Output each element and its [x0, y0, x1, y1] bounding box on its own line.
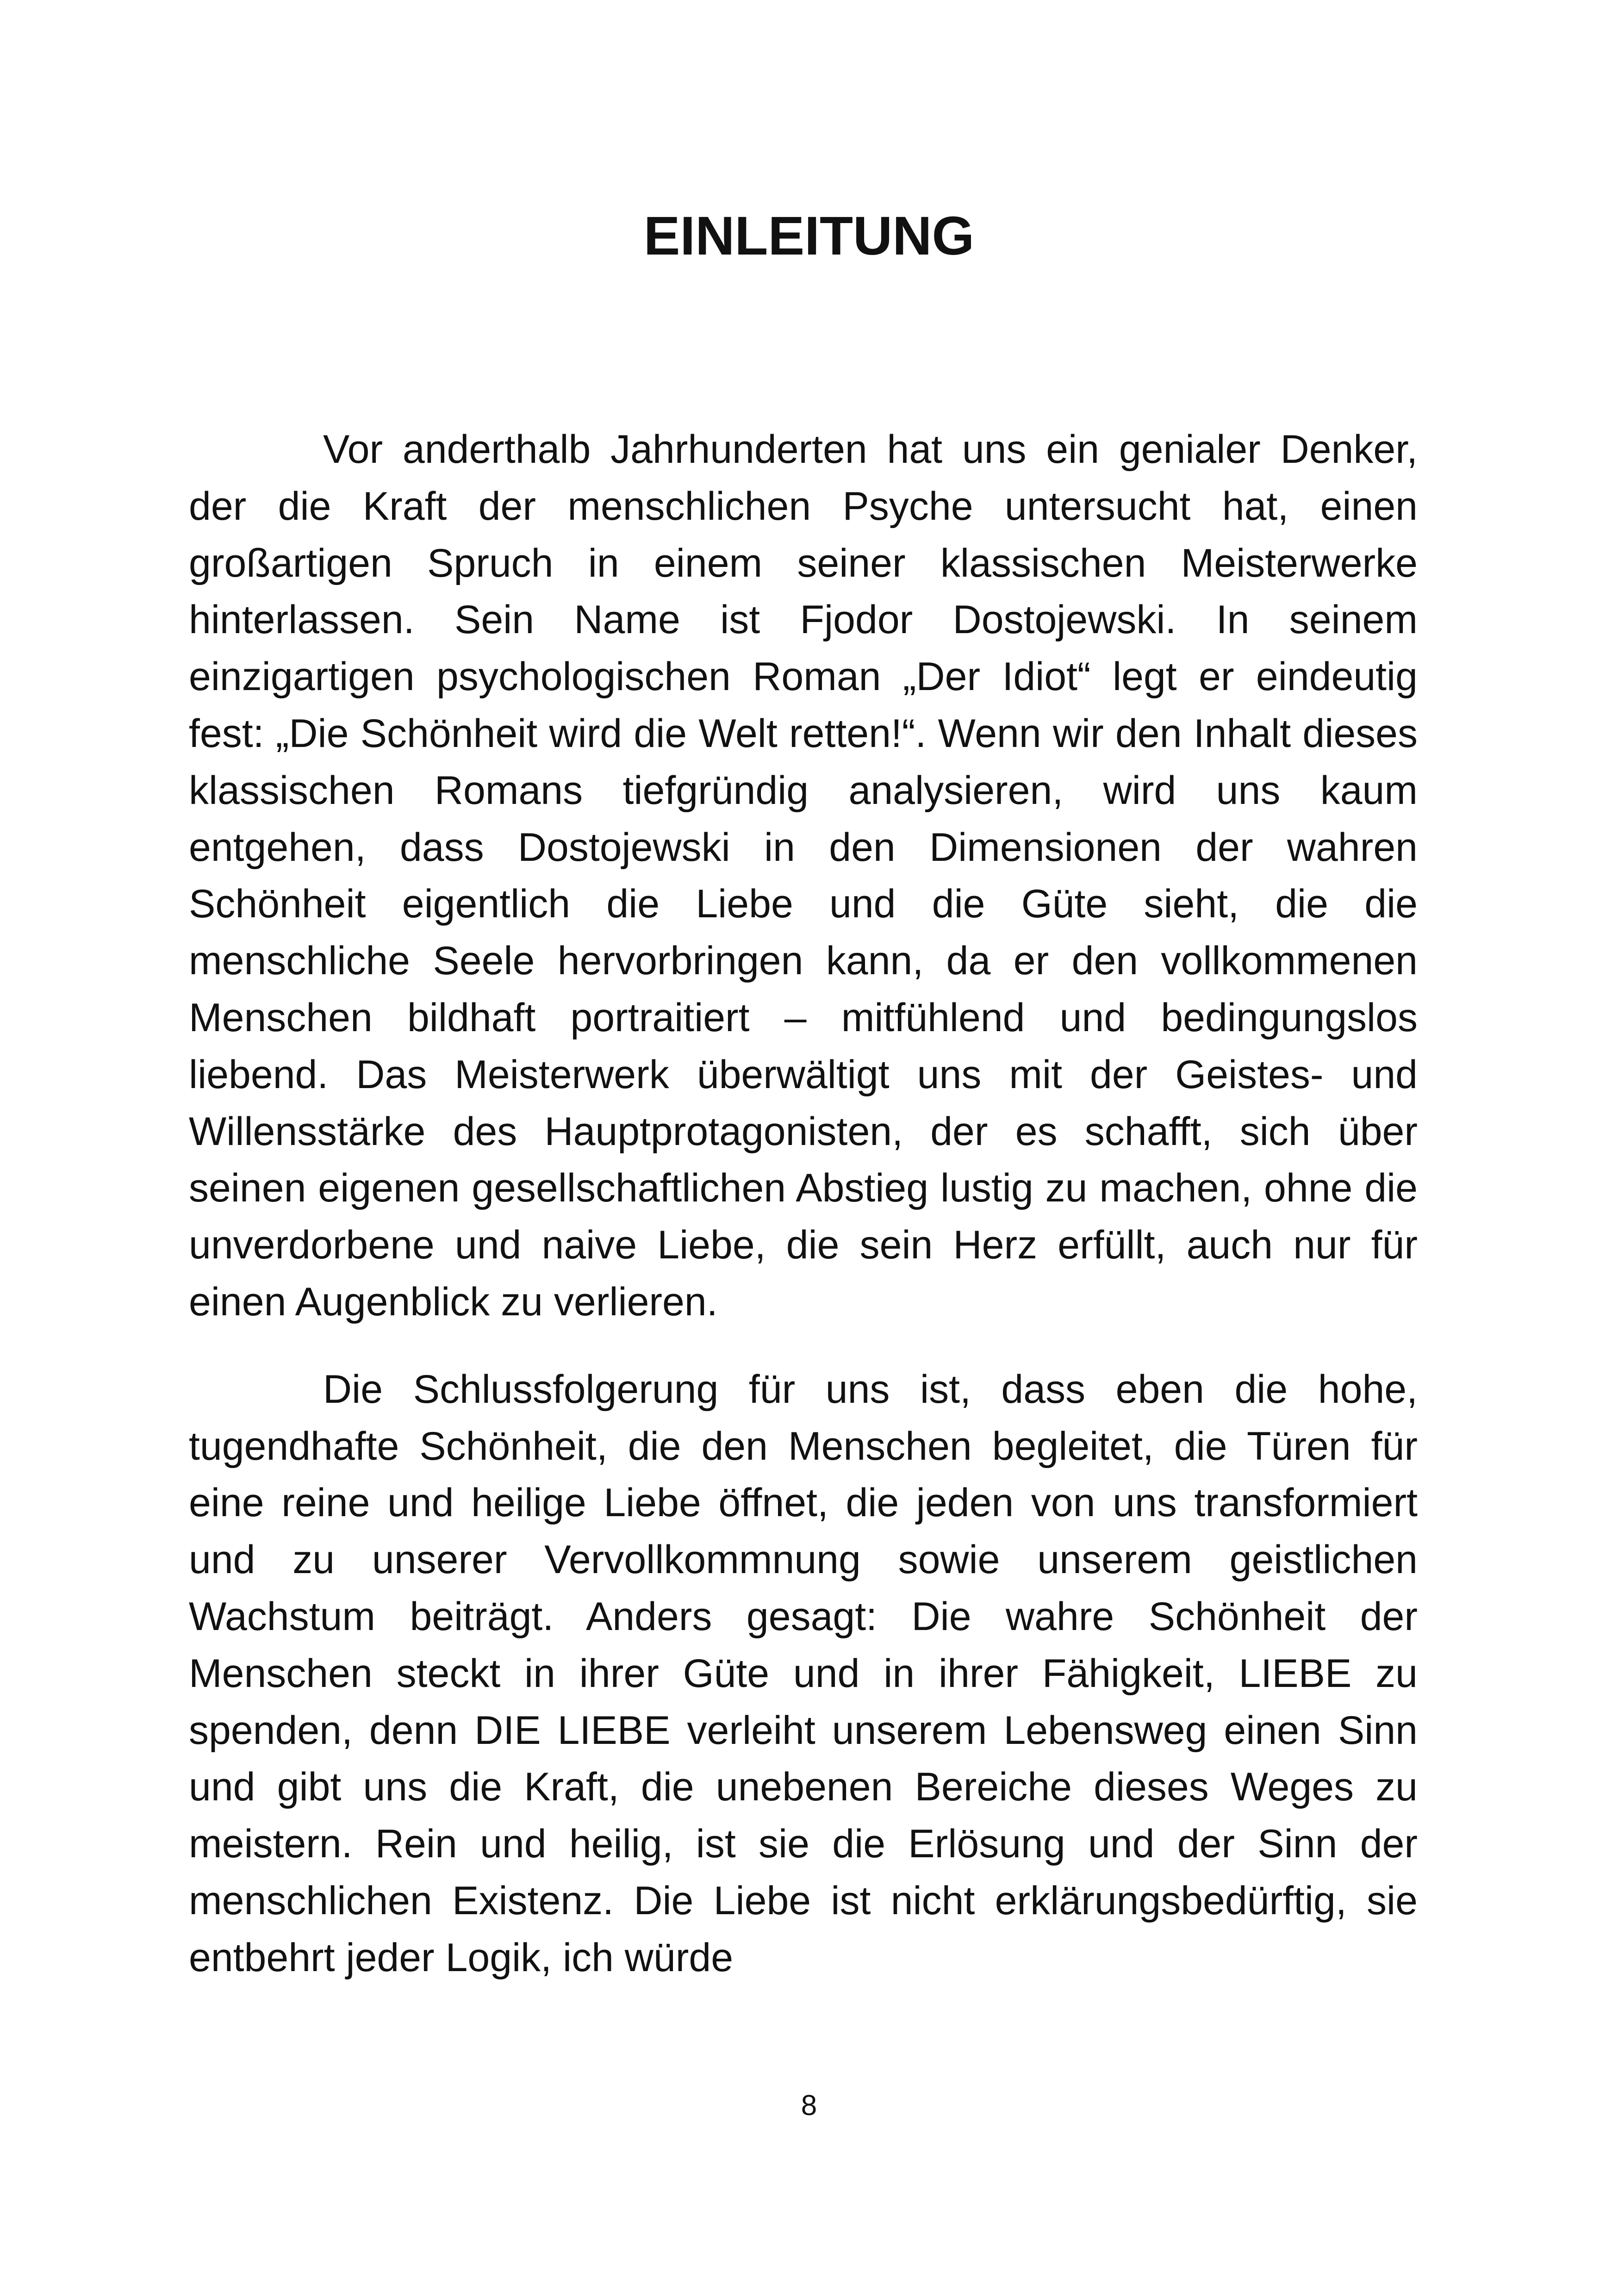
- chapter-title: EINLEITUNG: [643, 205, 975, 267]
- body-text: [189, 421, 1418, 1986]
- paragraph-1: Vor anderthalb Jahrhunderten hat uns ein genialer Denker, der die Kraft der menschlichen Psyche untersucht hat, einen großartigen Spruch in einem seiner klassischen Meisterwerke hinterlassen. Sein Name ist Fjodor Dostojewski. In seinem einzigartigen psychologischen Roman „Der Idiot“ legt er eindeutig fest: „Die Schönheit wird die Welt retten!“. Wenn wir den Inhalt dieses klassischen Romans tiefgründig analysieren, wird uns kaum entgehen, dass Dostojewski in den Dimensionen der wahren Schönheit eigentlich die Liebe und die Güte sieht, die die menschliche Seele hervorbringen kann, da er den vollkommenen Menschen bildhaft portraitiert – mitfühlend und bedingungslos liebend. Das Meisterwerk überwältigt uns mit der Geistes- und Willensstärke des Hauptprotagonisten, der es schafft, sich über seinen eigenen gesellschaftlichen Abstieg lustig zu machen, ohne die unverdorbene und naive Liebe, die sein Herz erfüllt, auch nur für einen Augenblick zu verlieren.: [189, 427, 1418, 1324]
- paragraph-2: Die Schlussfolgerung für uns ist, dass eben die hohe, tugendhafte Schönheit, die den Menschen begleitet, die Türen für eine reine und heilige Liebe öffnet, die jeden von uns transformiert und zu unserer Vervollkommnung sowie unserem geistlichen Wachstum beiträgt. Anders gesagt: Die wahre Schönheit der Menschen steckt in ihrer Güte und in ihrer Fähigkeit, LIEBE zu spenden, denn DIE LIEBE verleiht unserem Lebensweg einen Sinn und gibt uns die Kraft, die unebenen Bereiche dieses Weges zu meistern. Rein und heilig, ist sie die Erlösung und der Sinn der menschlichen Existenz. Die Liebe ist nicht erklärungsbedürftig, sie entbehrt jeder Logik, ich würde: [189, 1367, 1418, 1980]
- page-number: 8: [801, 2090, 817, 2122]
